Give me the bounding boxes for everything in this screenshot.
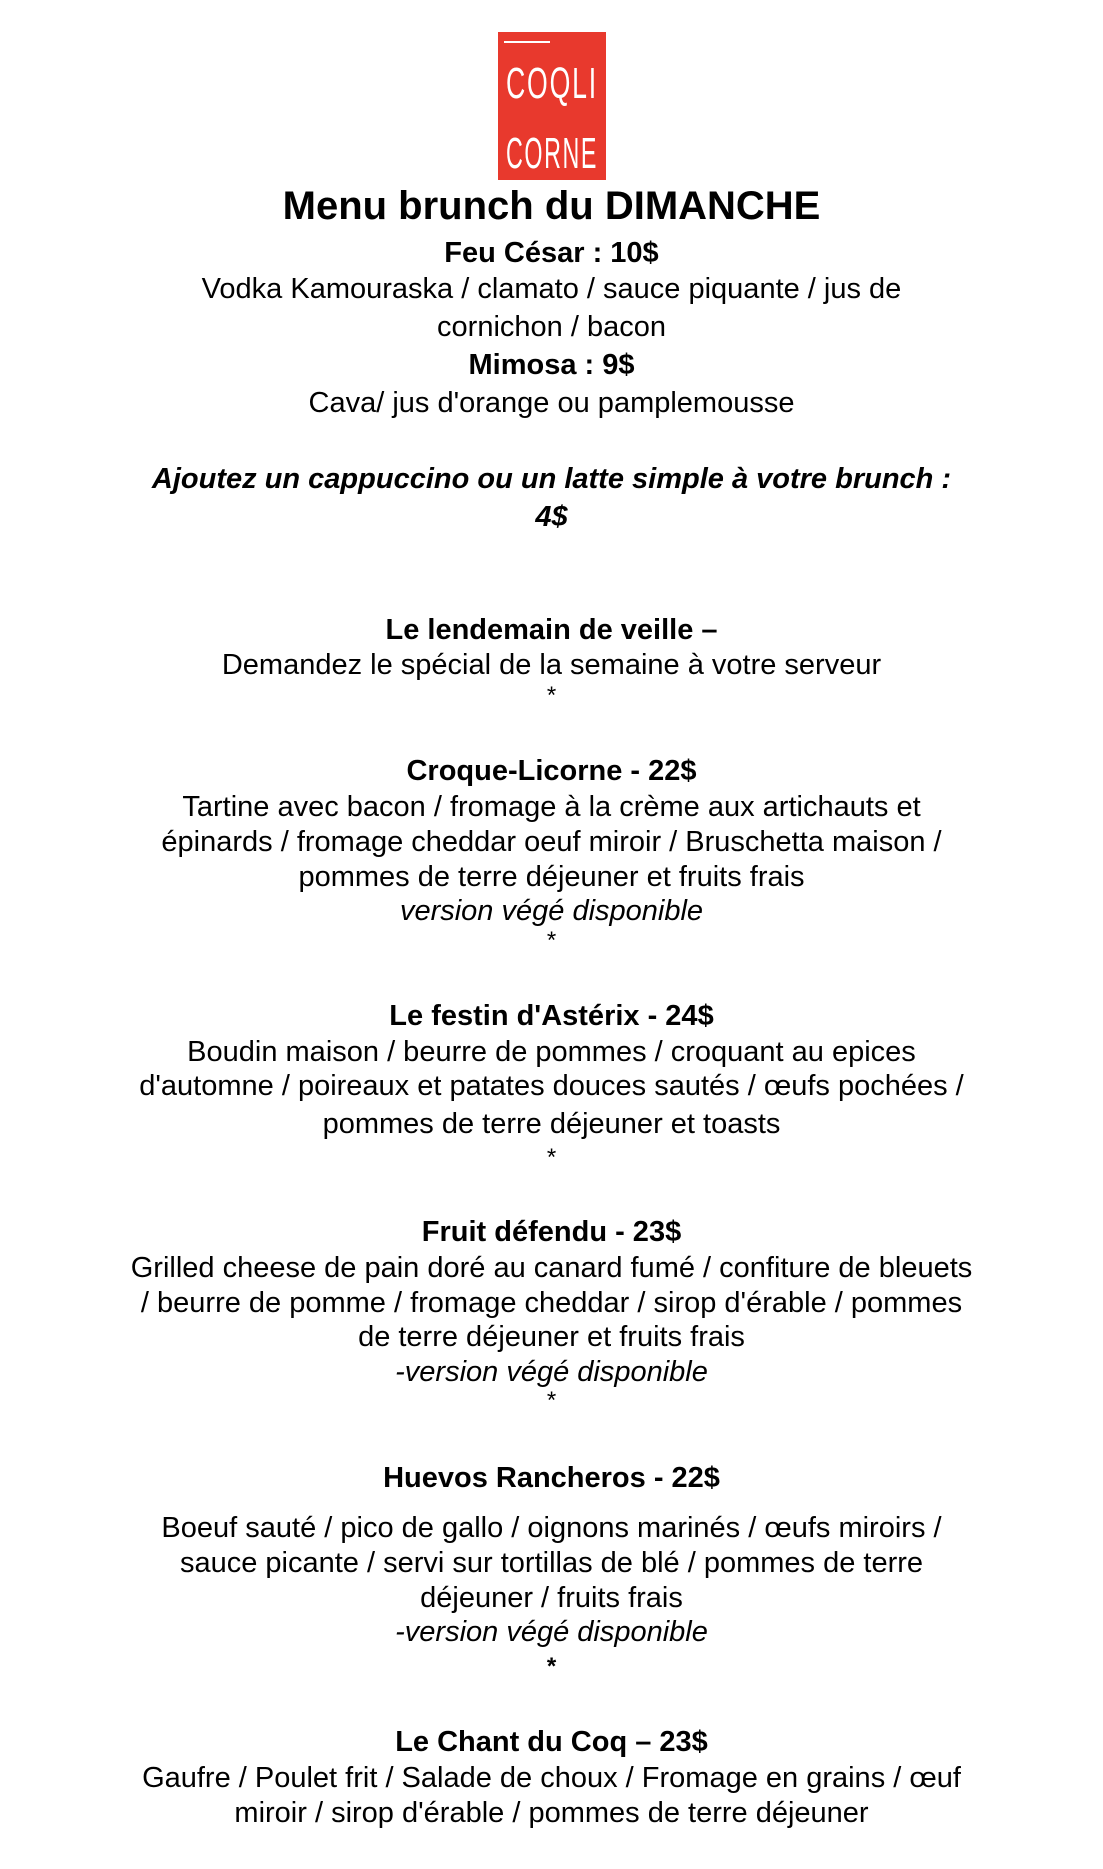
dish-description: sauce picante / servi sur tortillas de blé / pommes de terre xyxy=(179,1547,924,1579)
dish-name: Le lendemain de veille – xyxy=(385,614,718,646)
dish-name: Fruit défendu - 23$ xyxy=(421,1216,682,1248)
drink-description: Vodka Kamouraska / clamato / sauce piquante / jus de xyxy=(201,273,902,305)
dish-description: pommes de terre déjeuner et toasts xyxy=(322,1108,781,1140)
dish-note: -version végé disponible xyxy=(395,1616,708,1648)
separator: * xyxy=(546,1387,557,1414)
dish-description: pommes de terre déjeuner et fruits frais xyxy=(298,861,805,893)
dish-description: / beurre de pomme / fromage cheddar / sirop d'érable / pommes xyxy=(140,1287,963,1319)
dish-name: Le festin d'Astérix - 24$ xyxy=(389,1000,714,1032)
dish-name: Huevos Rancheros - 22$ xyxy=(383,1462,720,1494)
dish-name: Croque-Licorne - 22$ xyxy=(406,755,697,787)
dish-name: Le Chant du Coq – 23$ xyxy=(395,1726,708,1758)
dish-note: version végé disponible xyxy=(399,895,704,927)
dish-description: Demandez le spécial de la semaine à votre serveur xyxy=(221,649,882,681)
separator: * xyxy=(546,682,557,709)
dish-description: de terre déjeuner et fruits frais xyxy=(358,1321,745,1353)
dish-description: Gaufre / Poulet frit / Salade de choux / Fromage en grains / œuf xyxy=(142,1762,961,1794)
page-title: Menu brunch du DIMANCHE xyxy=(282,184,821,228)
separator: * xyxy=(546,1653,557,1680)
separator: * xyxy=(546,927,557,954)
logo-line-1: COQLI xyxy=(506,59,598,108)
restaurant-logo xyxy=(498,32,606,180)
dish-note: -version végé disponible xyxy=(395,1356,708,1388)
drink-name: Mimosa : 9$ xyxy=(468,349,635,381)
dish-description: Boudin maison / beurre de pommes / croquant au epices xyxy=(187,1036,916,1068)
dish-description: Tartine avec bacon / fromage à la crème aux artichauts et xyxy=(182,791,921,823)
dish-description: épinards / fromage cheddar oeuf miroir / Bruschetta maison / xyxy=(161,826,942,858)
drink-description: Cava/ jus d'orange ou pamplemousse xyxy=(308,387,795,419)
drink-name: Feu César : 10$ xyxy=(444,237,659,269)
dish-description: Boeuf sauté / pico de gallo / oignons marinés / œufs miroirs / xyxy=(161,1512,942,1544)
drink-description: cornichon / bacon xyxy=(437,311,666,343)
dish-description: déjeuner / fruits frais xyxy=(420,1582,683,1614)
addon-price: 4$ xyxy=(535,501,568,533)
separator: * xyxy=(546,1144,557,1171)
dish-description: Grilled cheese de pain doré au canard fumé / confiture de bleuets xyxy=(130,1252,973,1284)
dish-description: miroir / sirop d'érable / pommes de terre déjeuner xyxy=(234,1797,869,1829)
logo-line-2: CORNE xyxy=(506,129,598,178)
dish-description: d'automne / poireaux et patates douces sautés / œufs pochées / xyxy=(139,1070,964,1102)
addon-note: Ajoutez un cappuccino ou un latte simple à votre brunch : xyxy=(151,463,952,495)
